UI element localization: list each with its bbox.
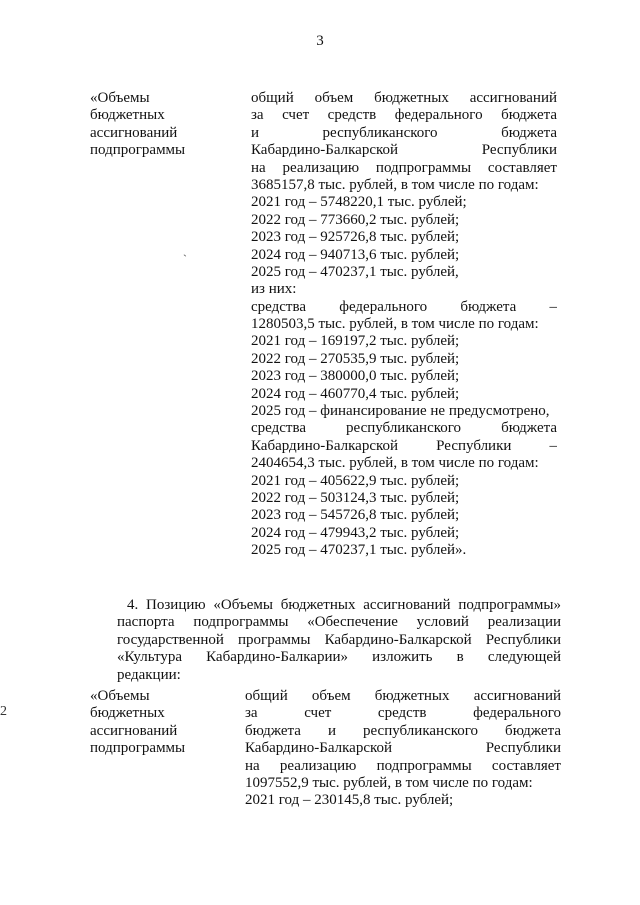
value-line: 2024 год – 460770,4 тыс. рублей;: [251, 385, 460, 402]
value-line: 2023 год – 925726,8 тыс. рублей;: [251, 229, 460, 246]
stray-mark: `: [183, 252, 187, 266]
value-line: 2023 год – 380000,0 тыс. рублей;: [251, 368, 460, 385]
table-2-label-column: [90, 688, 240, 758]
table-2-value-column: [245, 688, 561, 810]
value-line: 1097552,9 тыс. рублей, в том числе по годам:: [245, 774, 533, 791]
value-line: из них:: [251, 281, 297, 298]
value-line: 2021 год – 5748220,1 тыс. рублей;: [251, 194, 467, 211]
label-line: бюджетных: [90, 705, 165, 722]
label-line: подпрограммы: [90, 142, 186, 159]
value-line: Кабардино-Балкарской Республики: [245, 740, 561, 757]
table-1-value-column: [251, 90, 557, 560]
value-line: 2022 год – 270535,9 тыс. рублей;: [251, 350, 460, 367]
value-line: 2024 год – 940713,6 тыс. рублей;: [251, 246, 460, 263]
value-line: Кабардино-Балкарской Республики –: [251, 437, 557, 454]
label-line: подпрограммы: [90, 740, 186, 757]
value-line: 2021 год – 405622,9 тыс. рублей;: [251, 472, 460, 489]
label-line: ассигнований: [90, 722, 178, 739]
value-line: бюджета и республиканского бюджета: [245, 722, 561, 739]
label-line: «Объемы: [90, 688, 150, 704]
margin-mark: 2: [0, 704, 7, 719]
paragraph-line: государственной программы Кабардино-Балкарской Республики: [117, 631, 561, 648]
value-line: 2404654,3 тыс. рублей, в том числе по годам:: [251, 455, 539, 472]
value-line: общий объем бюджетных ассигнований: [245, 688, 561, 704]
value-line: 1280503,5 тыс. рублей, в том числе по годам:: [251, 316, 539, 333]
paragraph-line: 4. Позицию «Объемы бюджетных ассигнований подпрограммы»: [127, 597, 561, 613]
value-line: средства республиканского бюджета: [251, 420, 557, 437]
value-line: Кабардино-Балкарской Республики: [251, 142, 557, 159]
value-line: 2023 год – 545726,8 тыс. рублей;: [251, 507, 460, 524]
value-line: 2025 год – финансирование не предусмотрено,: [251, 403, 550, 420]
value-line: за счет средств федерального: [245, 705, 561, 722]
value-line: 2025 год – 470237,1 тыс. рублей,: [251, 263, 459, 280]
page-number: 3: [316, 33, 324, 49]
paragraph-line: «Культура Кабардино-Балкарии» изложить в следующей: [117, 649, 561, 666]
value-line: на реализацию подпрограммы составляет: [251, 159, 557, 176]
value-line: 3685157,8 тыс. рублей, в том числе по годам:: [251, 176, 539, 193]
value-line: 2021 год – 169197,2 тыс. рублей;: [251, 333, 460, 350]
value-line: средства федерального бюджета –: [251, 298, 557, 315]
value-line: общий объем бюджетных ассигнований: [251, 90, 557, 106]
value-line: 2021 год – 230145,8 тыс. рублей;: [245, 792, 454, 809]
value-line: 2024 год – 479943,2 тыс. рублей;: [251, 524, 460, 541]
value-line: и республиканского бюджета: [251, 124, 557, 141]
value-line: 2022 год – 773660,2 тыс. рублей;: [251, 211, 460, 228]
value-line: на реализацию подпрограммы составляет: [245, 757, 561, 774]
table-1-label-column: [90, 90, 240, 160]
label-line: «Объемы: [90, 90, 150, 106]
value-line: 2022 год – 503124,3 тыс. рублей;: [251, 489, 460, 506]
label-line: ассигнований: [90, 124, 178, 141]
paragraph-line: паспорта подпрограммы «Обеспечение условий реализации: [117, 614, 561, 631]
value-line: за счет средств федерального бюджета: [251, 107, 557, 124]
label-line: бюджетных: [90, 107, 165, 124]
paragraph-line: редакции:: [117, 666, 181, 683]
instruction-paragraph: [117, 597, 561, 684]
value-line: 2025 год – 470237,1 тыс. рублей».: [251, 542, 467, 559]
